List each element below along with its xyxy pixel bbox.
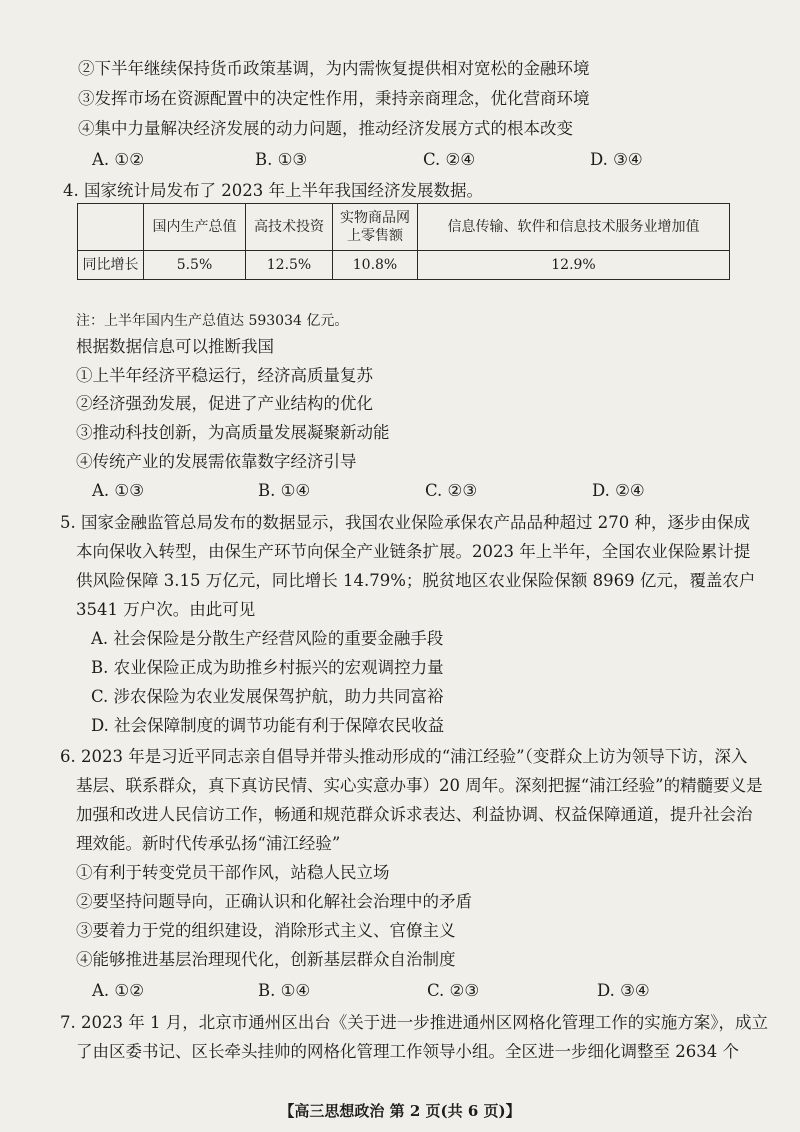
q5-stem-line-3: 供风险保障 3.15 万亿元，同比增长 14.79%；脱贫地区农业保险保额 8969 亿元，覆盖农户 [76,571,756,590]
q4-item-2: ②经济强劲发展，促进了产业结构的优化 [76,394,373,413]
q6-stem-line-4: 理效能。新时代传承弘扬“浦江经验” [76,834,341,853]
q5-stem-line-1: 5. 国家金融监管总局发布的数据显示，我国农业保险承保农产品品种超过 270 种，逐步由保成 [60,513,750,532]
q3-option-a[interactable]: A. ①② [92,150,144,169]
q6-stem-line-2: 基层、联系群众，真下真访民情、实心实意办事）20 周年。深刻把握“浦江经验”的精髓要义是 [76,776,763,795]
q6-option-c[interactable]: C. ②③ [427,981,480,1000]
q3-item-3: ③发挥市场在资源配置中的决定性作用，秉持亲商理念，优化营商环境 [78,89,590,108]
q6-item-4: ④能够推进基层治理现代化，创新基层群众自治制度 [76,950,456,969]
page-footer: 【高三思想政治 第 2 页(共 6 页)】 [279,1102,521,1120]
q3-options [0,149,800,171]
q5-stem-line-2: 本向保收入转型，由保生产环节向保全产业链条扩展。2023 年上半年，全国农业保险累计提 [76,542,751,561]
q6-option-b[interactable]: B. ①④ [258,981,311,1000]
table-cell-it-services: 12.9% [418,251,730,280]
q4-note: 注：上半年国内生产总值达 593034 亿元。 [76,313,349,329]
q5-stem-line-4: 3541 万户次。由此可见 [76,600,256,619]
q7-stem-line-1: 7. 2023 年 1 月，北京市通州区出台《关于进一步推进通州区网格化管理工作的实施方案》，成立 [60,1013,768,1032]
q6-item-2: ②要坚持问题导向，正确认识和化解社会治理中的矛盾 [76,892,472,911]
q4-option-d[interactable]: D. ②④ [592,481,645,500]
q5-choice-d[interactable]: D. 社会保障制度的调节功能有利于保障农民收益 [91,716,445,735]
q5-choice-b[interactable]: B. 农业保险正成为助推乡村振兴的宏观调控力量 [91,658,444,677]
table-header-it-services: 信息传输、软件和信息技术服务业增加值 [418,204,730,251]
table-header-hightech: 高技术投资 [246,204,333,251]
q3-option-c[interactable]: C. ②④ [423,150,476,169]
q3-item-2: ②下半年继续保持货币政策基调，为内需恢复提供相对宽松的金融环境 [78,59,590,78]
q4-item-4: ④传统产业的发展需依靠数字经济引导 [76,452,357,471]
table-cell-hightech: 12.5% [246,251,333,280]
q6-option-a[interactable]: A. ①② [92,981,144,1000]
q6-stem-line-1: 6. 2023 年是习近平同志亲自倡导并带头推动形成的“浦江经验”（变群众上访为领导下访，深入 [60,747,748,766]
table-header-row [78,204,730,251]
q4-item-3: ③推动科技创新，为高质量发展凝聚新动能 [76,423,390,442]
table-header-blank [78,204,144,251]
q6-stem-line-3: 加强和改进人民信访工作，畅通和规范群众诉求表达、利益协调、权益保障通道，提升社会治 [76,805,753,824]
table-header-gdp: 国内生产总值 [144,204,246,251]
table-cell-online-retail: 10.8% [333,251,418,280]
q4-option-a[interactable]: A. ①③ [92,481,144,500]
q5-choice-c[interactable]: C. 涉农保险为农业发展保驾护航，助力共同富裕 [91,687,444,706]
q7-stem-line-2: 了由区委书记、区长牵头挂帅的网格化管理工作领导小组。全区进一步细化调整至 2634 个 [76,1042,739,1061]
q6-options [0,980,800,1002]
table-header-online-retail: 实物商品网上零售额 [333,204,418,251]
q6-item-3: ③要着力于党的组织建设，消除形式主义、官僚主义 [76,921,456,940]
q4-options [0,480,800,502]
q4-option-c[interactable]: C. ②③ [425,481,478,500]
q3-option-b[interactable]: B. ①③ [255,150,308,169]
q6-option-d[interactable]: D. ③④ [597,981,650,1000]
q4-option-b[interactable]: B. ①④ [258,481,311,500]
q4-stem: 4. 国家统计局发布了 2023 年上半年我国经济发展数据。 [63,181,483,200]
q3-item-4: ④集中力量解决经济发展的动力问题，推动经济发展方式的根本改变 [78,119,573,138]
q4-lead: 根据数据信息可以推断我国 [76,337,274,356]
q4-item-1: ①上半年经济平稳运行，经济高质量复苏 [76,366,373,385]
table-row-label: 同比增长 [78,251,144,280]
q4-data-table [77,203,730,280]
q3-option-d[interactable]: D. ③④ [590,150,643,169]
table-row [78,251,730,280]
q5-choice-a[interactable]: A. 社会保险是分散生产经营风险的重要金融手段 [91,629,444,648]
table-cell-gdp: 5.5% [144,251,246,280]
q6-item-1: ①有利于转变党员干部作风，站稳人民立场 [76,863,390,882]
